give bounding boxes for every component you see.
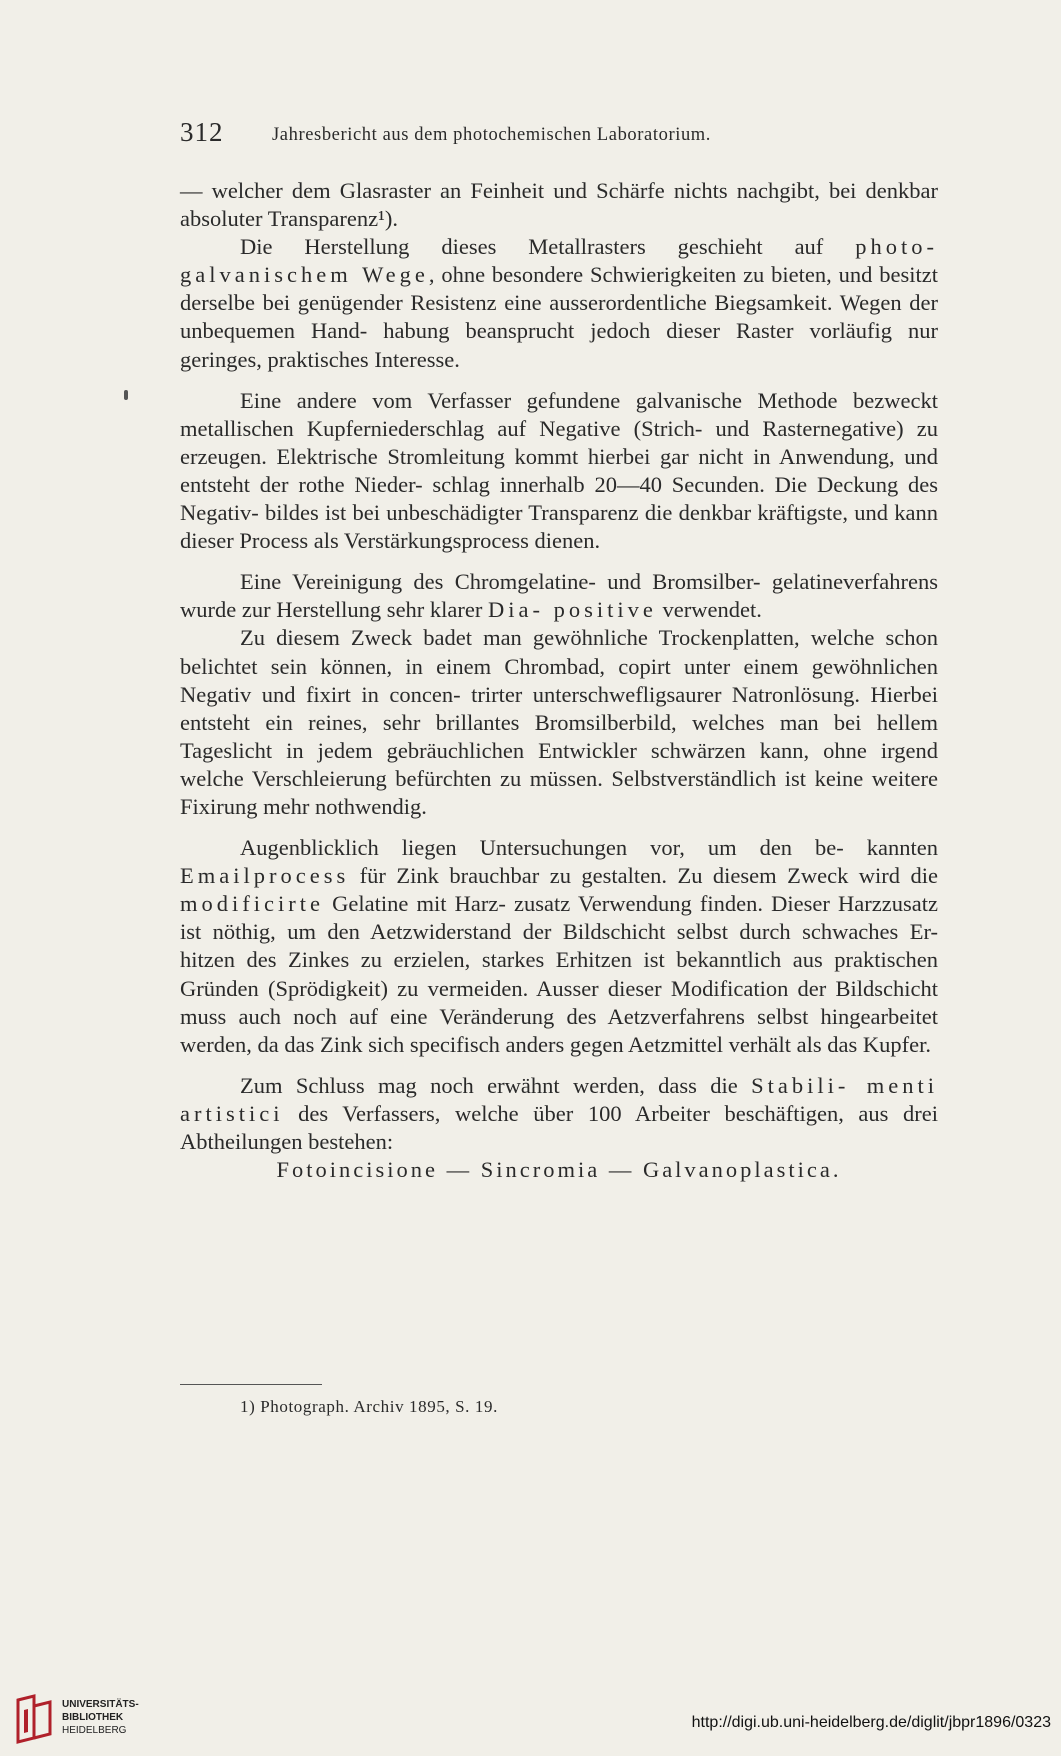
paragraph-2: Die Herstellung dieses Metallrasters geschieht auf photo- galvanischem Wege, ohne besondere Schwierigkeiten zu bieten, und besitzt derselbe bei genügender Resistenz eine ausserordentliche Biegsamkeit. Wegen der unbequemen Hand- habung beansprucht jedoch dieser Raster vorläufig nur geringes, praktisches Interesse. bbox=[180, 234, 938, 372]
margin-mark bbox=[124, 390, 128, 400]
body-text bbox=[180, 177, 938, 1184]
paragraph-6: Augenblicklich liegen Untersuchungen vor, um den be- kannten Emailprocess für Zink brauchbar zu gestalten. Zu diesem Zweck wird die modificirte Gelatine mit Harz- zusatz Verwendung finden. Dieser Harzzusatz ist nöthig, um den Aetzwiderstand der Bildschicht selbst durch schwaches Er- hitzen des Zinkes zu erzielen, starkes Erhitzen ist bekanntlich aus praktischen Gründen (Sprödigkeit) zu vermeiden. Ausser dieser Modification der Bildschicht muss auch noch auf eine Veränderung des Aetzverfahrens selbst hingearbeitet werden, da das Zink sich specifisch anders gegen Aetzmittel verhält als das Kupfer. bbox=[180, 835, 938, 1057]
page-number: 312 bbox=[180, 117, 224, 147]
library-logo-text: UNIVERSITÄTS- BIBLIOTHEK HEIDELBERG bbox=[62, 1699, 139, 1736]
paragraph-3: Eine andere vom Verfasser gefundene galvanische Methode bezweckt metallischen Kupferniederschlag auf Negative (Strich- und Rasternegative) zu erzeugen. Elektrische Stromleitung kommt hierbei gar nicht in Anwendung, und entsteht der rothe Nieder- schlag innerhalb 20—40 Secunden. Die Deckung des Negativ- bildes ist bei unbeschädigter Transparenz die denkbar kräftigste, und kann dieser Process als Verstärkungsprocess dienen. bbox=[180, 387, 938, 554]
emphasis-spaced: Stabili- menti artistici bbox=[180, 1072, 938, 1126]
emphasis-spaced: Emailprocess bbox=[180, 863, 350, 889]
paragraph-5: Zu diesem Zweck badet man gewöhnliche Trockenplatten, welche schon belichtet sein können, in einem Chrombad, copirt unter einem gewöhnlichen Negativ und fixirt in concen- trirter unterschwefligsaurer Natronlösung. Hierbei entsteht ein reines, sehr brillantes Bromsilberbild, welches man bei hellem Tageslicht in jedem gebräuchlichen Entwickler schwärzen kann, ohne irgend welche Verschleierung befürchten zu müssen. Selbstverständlich ist keine weitere Fixirung mehr nothwendig. bbox=[180, 625, 938, 819]
paragraph-7: Zum Schluss mag noch erwähnt werden, dass die Stabili- menti artistici des Verfassers, welche über 100 Arbeiter beschäftigen, aus drei Abtheilungen bestehen: bbox=[180, 1072, 938, 1154]
page-header bbox=[180, 117, 940, 153]
library-logo-icon bbox=[12, 1694, 56, 1744]
library-logo bbox=[12, 1694, 152, 1746]
running-title: Jahresbericht aus dem photochemischen Laboratorium. bbox=[272, 125, 712, 145]
paragraph-1: — welcher dem Glasraster an Feinheit und Schärfe nichts nachgibt, bei denkbar absoluter Transparenz¹). bbox=[180, 178, 938, 232]
emphasis-spaced: Dia- positive bbox=[488, 597, 657, 623]
department-list: Fotoincisione — Sincromia — Galvanoplastica. bbox=[276, 1157, 842, 1183]
emphasis-spaced: photo- galvanischem Wege bbox=[180, 234, 938, 288]
emphasis-spaced: modificirte bbox=[180, 891, 324, 917]
footnote-rule bbox=[180, 1384, 322, 1385]
paragraph-4: Eine Vereinigung des Chromgelatine- und Bromsilber- gelatineverfahrens wurde zur Herstellung sehr klarer Dia- positive verwendet. bbox=[180, 569, 938, 623]
footnote: 1) Photograph. Archiv 1895, S. 19. bbox=[240, 1397, 498, 1416]
source-url[interactable]: http://digi.ub.uni-heidelberg.de/diglit/jbpr1896/0323 bbox=[691, 1714, 1051, 1731]
